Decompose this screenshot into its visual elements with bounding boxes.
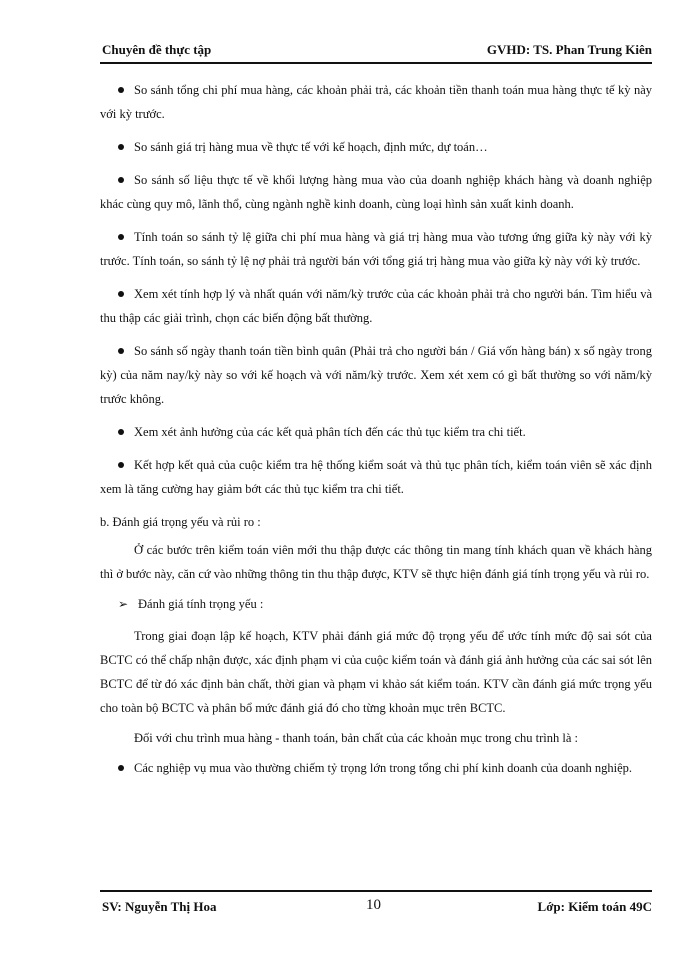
bullet-dot-icon xyxy=(118,144,124,150)
page-footer xyxy=(100,897,652,919)
bullet-dot-icon xyxy=(118,429,124,435)
list-item-text: So sánh tổng chi phí mua hàng, các khoản phải trả, các khoản tiền thanh toán mua hàng thực tế kỳ này với kỳ trước. xyxy=(100,83,652,121)
list-item xyxy=(100,282,652,330)
list-item-text: Tính toán so sánh tỷ lệ giữa chi phí mua hàng và giá trị hàng mua vào tương ứng giữa kỳ này với kỳ trước. Tính toán, so sánh tỷ lệ nợ phải trả người bán với tổng giá trị hàng mua vào giữa kỳ này với kỳ trước. xyxy=(100,230,652,268)
document-body xyxy=(100,78,652,789)
list-item-text: So sánh số ngày thanh toán tiền bình quân (Phải trả cho người bán / Giá vốn hàng bán) x số ngày trong kỳ) của năm nay/kỳ này so với kế hoạch và với năm/kỳ trước. Xem xét xem có gì bất thường so với năm/kỳ trước không. xyxy=(100,344,652,406)
section-heading-b: b. Đánh giá trọng yếu và rủi ro : xyxy=(100,515,261,529)
paragraph-intro: Ở các bước trên kiểm toán viên mới thu thập được các thông tin mang tính khách quan về khách hàng thì ở bước này, căn cứ vào những thông tin thu thập được, KTV sẽ thực hiện đánh giá tính trọng yếu và rủi ro. xyxy=(100,543,652,581)
bullet-dot-icon xyxy=(118,348,124,354)
footer-divider xyxy=(100,890,652,892)
list-item xyxy=(100,453,652,501)
header-supervisor: GVHD: TS. Phan Trung Kiên xyxy=(486,42,652,57)
page-header xyxy=(100,40,652,62)
arrow-bullet-icon: ➢ xyxy=(118,597,129,611)
page-number: 10 xyxy=(366,897,381,913)
bullet-dot-icon xyxy=(118,291,124,297)
list-item xyxy=(100,78,652,126)
footer-class: Lớp: Kiểm toán 49C xyxy=(537,899,652,914)
paragraph-cycle: Đối với chu trình mua hàng - thanh toán, bản chất của các khoản mục trong chu trình là : xyxy=(134,731,578,745)
list-item-text: Các nghiệp vụ mua vào thường chiếm tỷ trọng lớn trong tổng chi phí kinh doanh của doanh nghiệp. xyxy=(134,761,633,775)
bullet-dot-icon xyxy=(118,234,124,240)
header-divider xyxy=(100,62,652,64)
list-item xyxy=(100,168,652,216)
list-item xyxy=(100,225,652,273)
bullet-dot-icon xyxy=(118,462,124,468)
list-item xyxy=(100,339,652,411)
list-item xyxy=(100,756,652,780)
arrow-item-materiality xyxy=(100,592,652,616)
list-item xyxy=(100,420,652,444)
bullet-dot-icon xyxy=(118,177,124,183)
list-item-text: So sánh giá trị hàng mua về thực tế với kế hoạch, định mức, dự toán… xyxy=(134,140,488,154)
footer-student: SV: Nguyễn Thị Hoa xyxy=(102,899,217,914)
arrow-item-text: Đánh giá tính trọng yếu : xyxy=(138,597,264,611)
bullet-list-nature xyxy=(100,756,652,780)
list-item xyxy=(100,135,652,159)
bullet-list-analysis xyxy=(100,78,652,501)
list-item-text: So sánh số liệu thực tế về khối lượng hàng mua vào của doanh nghiệp khách hàng và doanh nghiệp khác cùng quy mô, lãnh thổ, cùng ngành nghề kinh doanh, cùng loại hình sản xuất kinh doanh. xyxy=(100,173,652,211)
paragraph-planning: Trong giai đoạn lập kế hoạch, KTV phải đánh giá mức độ trọng yếu để ước tính mức độ sai sót của BCTC có thể chấp nhận được, xác định phạm vi của cuộc kiểm toán và đánh giá ảnh hưởng của các sai sót lên BCTC để từ đó xác định bản chất, thời gian và phạm vi khảo sát kiểm toán. KTV cần đánh giá mức trọng yếu cho toàn bộ BCTC và phân bổ mức đánh giá đó cho từng khoản mục trên BCTC. xyxy=(100,629,652,715)
bullet-dot-icon xyxy=(118,765,124,771)
list-item-text: Kết hợp kết quả của cuộc kiểm tra hệ thống kiểm soát và thủ tục phân tích, kiểm toán viên sẽ xác định xem là tăng cường hay giảm bớt các thủ tục kiểm tra chi tiết. xyxy=(100,458,652,496)
bullet-dot-icon xyxy=(118,87,124,93)
list-item-text: Xem xét ảnh hưởng của các kết quả phân tích đến các thủ tục kiểm tra chi tiết. xyxy=(134,425,526,439)
list-item-text: Xem xét tính hợp lý và nhất quán với năm/kỳ trước của các khoản phải trả cho người bán. Tìm hiểu và thu thập các giải trình, chọn các biến động bất thường. xyxy=(100,287,652,325)
header-title: Chuyên đề thực tập xyxy=(102,42,212,57)
